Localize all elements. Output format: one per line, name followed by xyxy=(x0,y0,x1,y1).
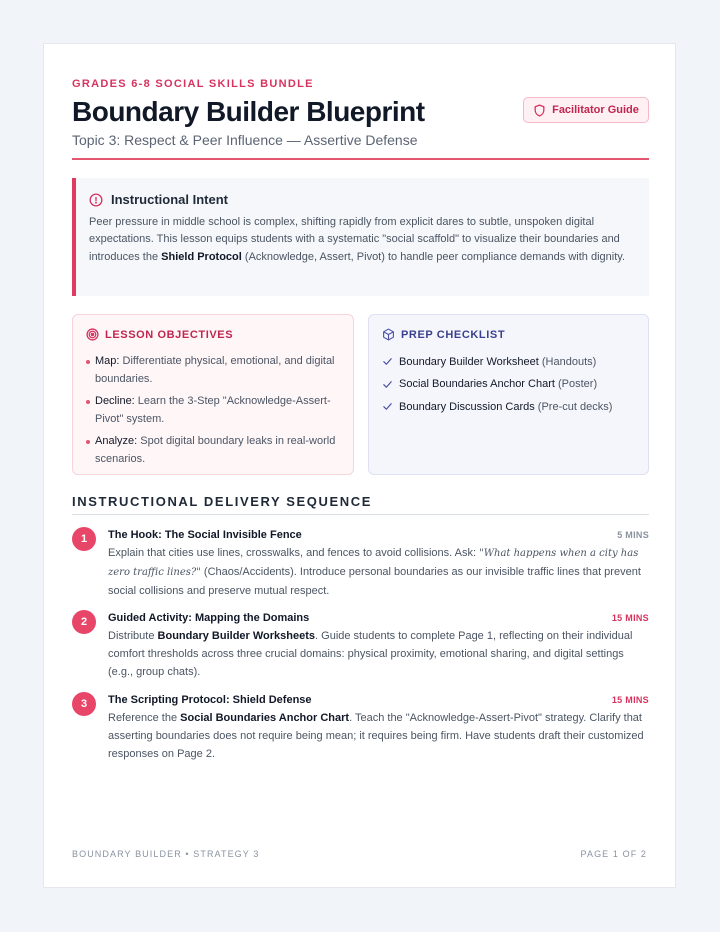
step-title: The Scripting Protocol: Shield Defense xyxy=(108,694,312,706)
step-material: Social Boundaries Anchor Chart xyxy=(180,712,350,724)
list-item xyxy=(86,353,340,388)
intent-text-part: (Acknowledge, Assert, Pivot) to handle peer compliance demands with dignity. xyxy=(241,250,626,263)
prep-heading: PREP CHECKLIST xyxy=(401,328,506,341)
step-quote: "What happens when a city has zero traffic lines?" xyxy=(108,548,639,578)
step-description xyxy=(108,627,649,681)
step-number-badge: 2 xyxy=(72,610,96,634)
prep-item-note: (Poster) xyxy=(554,378,598,390)
prep-checklist-card xyxy=(368,314,649,475)
list-item xyxy=(86,393,340,428)
target-icon xyxy=(86,328,99,341)
step-text-part: . Guide students to complete Page 1, reflecting on their individual comfort thresholds across three crucial domains: physical proximity, emotional sharing, and digital settings (e.g., group chats). xyxy=(108,630,633,678)
objective-text: Learn the 3-Step "Acknowledge-Assert-Pivot" system. xyxy=(95,395,331,425)
check-icon xyxy=(382,401,393,412)
prep-item-note: (Pre-cut decks) xyxy=(534,400,613,413)
step-text-part: . Teach the "Acknowledge-Assert-Pivot" strategy. Clarify that asserting boundaries does not require being mean; it requires being firm. Have students draft their customized responses on Page 2. xyxy=(108,712,644,760)
step-duration: 5 MINS xyxy=(617,530,649,540)
info-circle-icon xyxy=(89,193,103,207)
page-subtitle: Topic 3: Respect & Peer Influence — Assertive Defense xyxy=(72,132,418,148)
step-title: Guided Activity: Mapping the Domains xyxy=(108,612,310,624)
intent-text xyxy=(89,214,633,266)
intent-heading-row xyxy=(89,192,633,207)
step-duration: 15 MINS xyxy=(611,613,649,623)
facilitator-guide-badge xyxy=(523,97,649,123)
list-item xyxy=(382,376,635,393)
check-icon xyxy=(382,356,393,367)
page-title: Boundary Builder Blueprint xyxy=(72,96,425,127)
step-description xyxy=(108,709,649,763)
sequence-heading: INSTRUCTIONAL DELIVERY SEQUENCE xyxy=(72,494,373,509)
objective-text: Spot digital boundary leaks in real-world scenarios. xyxy=(95,435,336,465)
intent-text-part: Peer pressure in middle school is complex, shifting rapidly from explicit dares to subtle, unspoken digital expectations. This lesson equips students with a systematic "social scaffold" to visualize their boundaries and introduces the xyxy=(89,216,620,263)
step-number-badge: 1 xyxy=(72,527,96,551)
prep-item-name: Social Boundaries Anchor Chart xyxy=(399,378,555,390)
page-number: PAGE 1 OF 2 xyxy=(580,849,647,859)
step-text-part: (Chaos/Accidents). Introduce personal boundaries as our invisible traffic lines that prevent social collisions and preserve mutual respect. xyxy=(108,566,641,597)
objective-label: Map: xyxy=(95,355,120,367)
prep-item-name: Boundary Discussion Cards xyxy=(399,400,535,413)
intent-heading: Instructional Intent xyxy=(111,192,228,207)
list-item xyxy=(86,433,340,468)
box-icon xyxy=(382,328,395,341)
objectives-heading-row xyxy=(86,328,340,341)
step-duration: 15 MINS xyxy=(611,695,649,705)
step-number-badge: 3 xyxy=(72,692,96,716)
step-material: Boundary Builder Worksheets xyxy=(157,630,316,642)
lesson-objectives-card xyxy=(72,314,354,475)
footer-label: BOUNDARY BUILDER • STRATEGY 3 xyxy=(72,849,260,859)
objective-label: Analyze: xyxy=(95,435,138,447)
check-icon xyxy=(382,379,393,390)
objectives-heading: LESSON OBJECTIVES xyxy=(105,328,234,341)
prep-list xyxy=(382,353,635,415)
header-divider xyxy=(72,158,649,160)
step-title: The Hook: The Social Invisible Fence xyxy=(108,529,302,541)
step-text-part: Distribute xyxy=(108,630,158,642)
list-item xyxy=(382,398,635,415)
prep-heading-row xyxy=(382,328,635,341)
objective-label: Decline: xyxy=(95,395,135,407)
sequence-divider xyxy=(72,514,649,515)
list-item xyxy=(382,353,635,370)
facilitator-guide-label: Facilitator Guide xyxy=(552,104,639,116)
step-text-part: Reference the xyxy=(108,712,181,724)
step-text-part: Explain that cities use lines, crosswalks, and fences to avoid collisions. Ask: xyxy=(108,547,480,559)
prep-item-name: Boundary Builder Worksheet xyxy=(399,355,539,368)
objectives-list xyxy=(86,353,340,468)
prep-item-note: (Handouts) xyxy=(538,355,597,368)
shield-protocol-term: Shield Protocol xyxy=(161,250,242,263)
objective-text: Differentiate physical, emotional, and digital boundaries. xyxy=(95,355,335,385)
grade-eyebrow: GRADES 6-8 SOCIAL SKILLS BUNDLE xyxy=(72,78,314,90)
shield-icon xyxy=(533,104,546,117)
lesson-page xyxy=(43,43,676,888)
instructional-intent-callout xyxy=(72,178,649,296)
step-description xyxy=(108,544,649,600)
